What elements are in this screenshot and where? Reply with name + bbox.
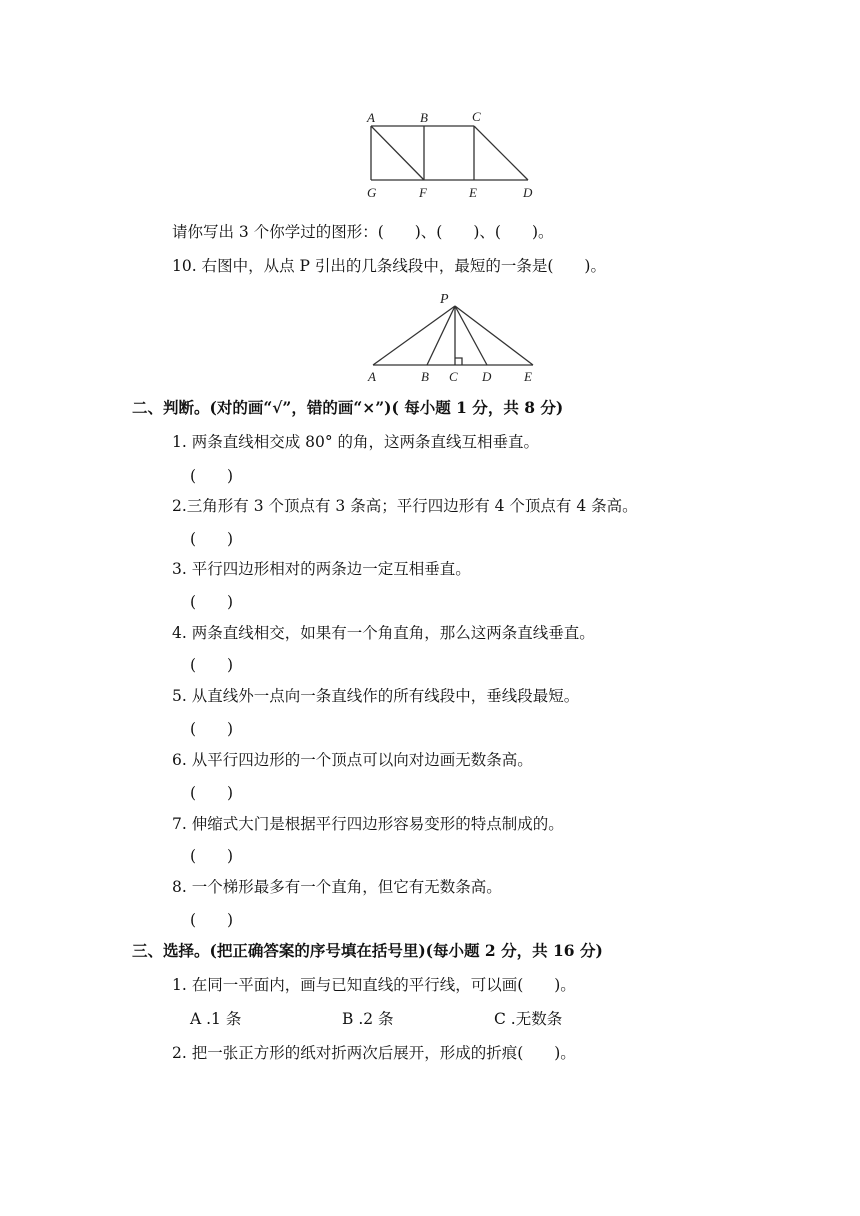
segment-pd <box>455 306 487 365</box>
s2-blank-1[interactable]: ( ) <box>190 467 234 485</box>
label-d2: D <box>482 369 492 384</box>
q10-question: 10. 右图中，从点 P 引出的几条线段中，最短的一条是( )。 <box>172 257 606 275</box>
segment-pe <box>455 306 533 365</box>
segment-pb <box>427 306 455 365</box>
label-c: C <box>472 109 481 124</box>
segment-pa <box>373 306 455 365</box>
s3-q2: 2. 把一张正方形的纸对折两次后展开，形成的折痕( )。 <box>172 1044 576 1062</box>
s2-item-6: 6. 从平行四边形的一个顶点可以向对边画无数条高。 <box>172 751 533 769</box>
label-d: D <box>523 185 533 200</box>
s2-blank-8[interactable]: ( ) <box>190 911 234 929</box>
label-e2: E <box>524 369 532 384</box>
label-a: A <box>367 110 375 125</box>
q9-prompt: 请你写出 3 个你学过的图形：( )、( )、( )。 <box>172 223 554 241</box>
s2-item-8: 8. 一个梯形最多有一个直角，但它有无数条高。 <box>172 878 502 896</box>
s2-blank-4[interactable]: ( ) <box>190 656 234 674</box>
s2-item-2: 2.三角形有 3 个顶点有 3 条高；平行四边形有 4 个顶点有 4 条高。 <box>172 497 638 515</box>
s2-blank-6[interactable]: ( ) <box>190 784 234 802</box>
s3-q1-option-c[interactable]: C .无数条 <box>494 1010 563 1028</box>
label-a2: A <box>368 369 376 384</box>
section3-title: 三、选择。(把正确答案的序号填在括号里)(每小题 2 分，共 16 分) <box>132 941 603 960</box>
label-e: E <box>469 185 477 200</box>
s2-item-4: 4. 两条直线相交，如果有一个角直角，那么这两条直线垂直。 <box>172 624 595 642</box>
right-angle-mark <box>455 358 462 365</box>
s3-q1: 1. 在同一平面内，画与已知直线的平行线，可以画( )。 <box>172 976 576 994</box>
s2-blank-7[interactable]: ( ) <box>190 847 234 865</box>
s2-item-1: 1. 两条直线相交成 80° 的角，这两条直线互相垂直。 <box>172 433 540 451</box>
label-c2: C <box>449 369 458 384</box>
label-g: G <box>367 185 377 200</box>
s2-blank-2[interactable]: ( ) <box>190 530 234 548</box>
s2-item-7: 7. 伸缩式大门是根据平行四边形容易变形的特点制成的。 <box>172 815 564 833</box>
s2-item-3: 3. 平行四边形相对的两条边一定互相垂直。 <box>172 560 471 578</box>
s2-blank-3[interactable]: ( ) <box>190 593 234 611</box>
label-b2: B <box>421 369 429 384</box>
label-p: P <box>440 292 449 307</box>
section2-title: 二、判断。(对的画“√”，错的画“×”)( 每小题 1 分，共 8 分) <box>132 398 564 417</box>
label-b: B <box>420 110 428 125</box>
s3-q1-option-a[interactable]: A .1 条 <box>190 1010 242 1028</box>
label-f: F <box>419 185 427 200</box>
s2-blank-5[interactable]: ( ) <box>190 720 234 738</box>
s2-item-5: 5. 从直线外一点向一条直线作的所有线段中，垂线段最短。 <box>172 687 580 705</box>
s3-q1-option-b[interactable]: B .2 条 <box>342 1010 394 1028</box>
figure-point-p-segments <box>0 0 860 400</box>
